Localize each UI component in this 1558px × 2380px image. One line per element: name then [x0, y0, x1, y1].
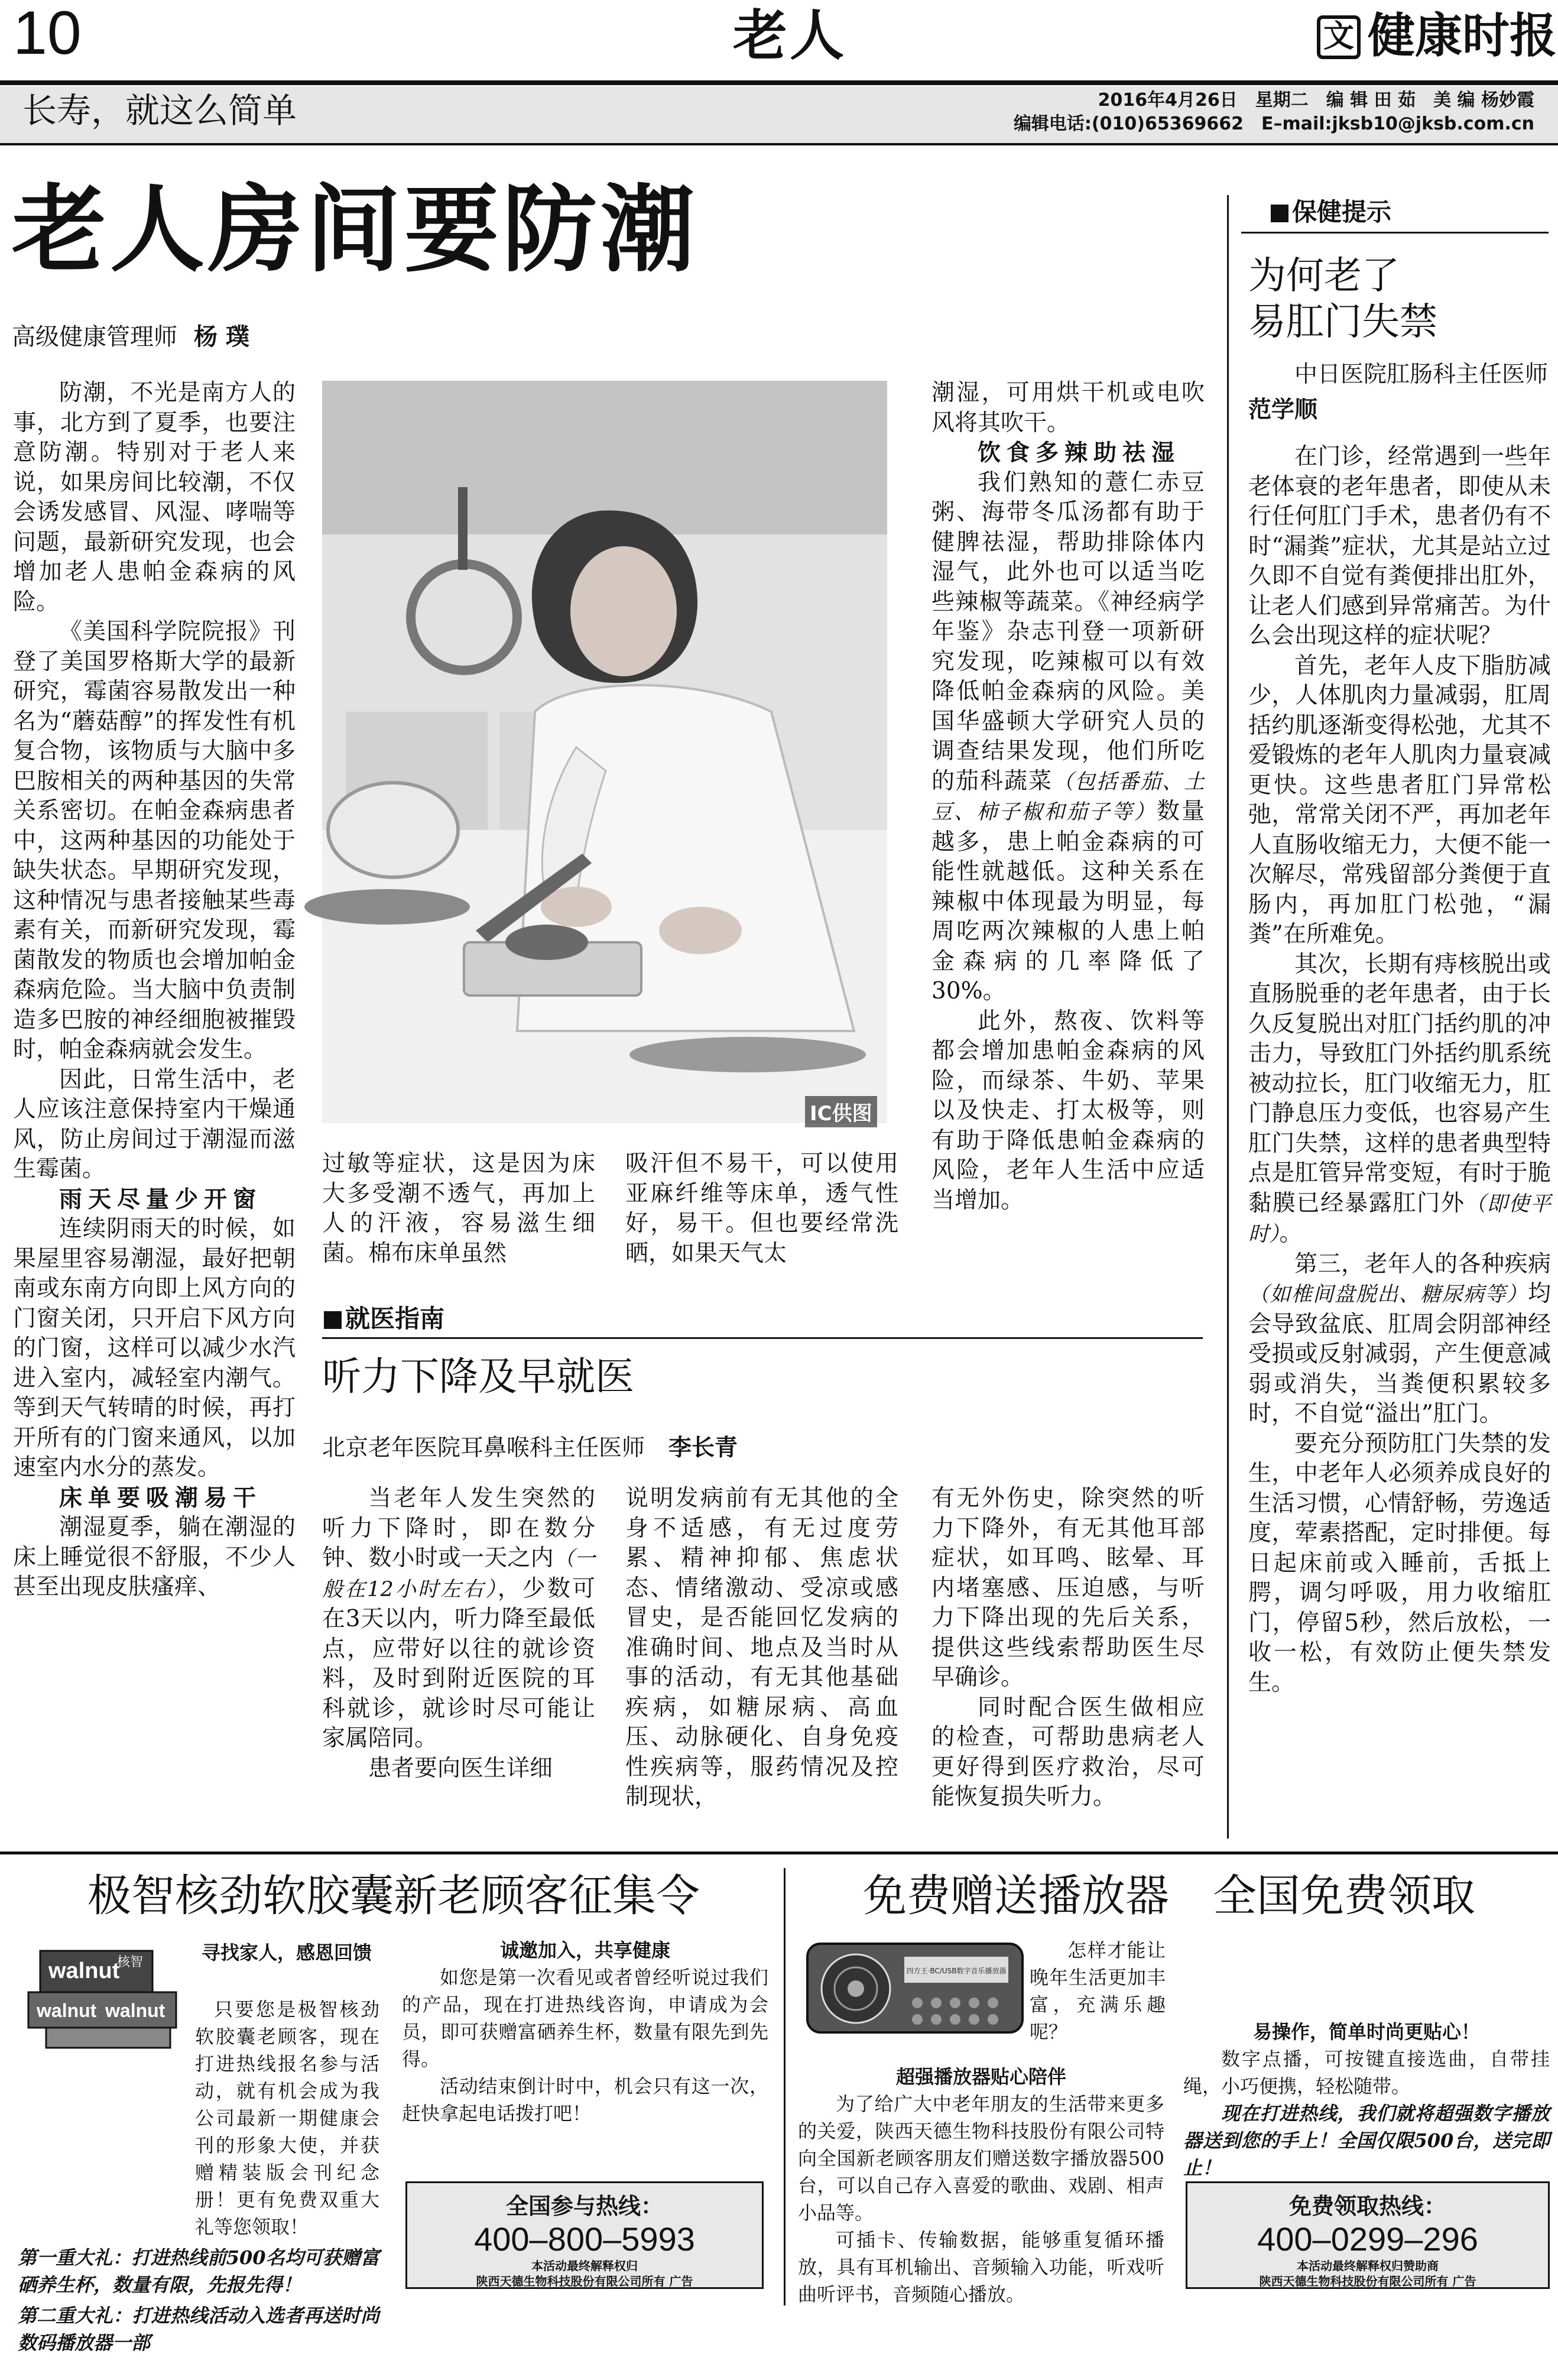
clinic-col-2 — [625, 1484, 898, 1838]
product-label: walnut — [37, 2000, 97, 2021]
ad1-fine-print: 陕西天德生物科技股份有限公司所有 广告 — [476, 2274, 693, 2288]
ad1-gift-2: 第二重大礼：打进热线活动入选者再送时尚数码播放器一部 — [18, 2304, 379, 2354]
article-text: 其次，长期有痔核脱出或直肠脱垂的老年患者，由于长久反复脱出对肛门括约肌的冲击力，导致肛门外括约肌系统被动拉长，肛门收缩无力，肛门静息压力变低，也容易产生肛门失禁，这样的患者典型特点是肛管异常变短，有时于脆黏膜已经暴露肛门外 — [1248, 951, 1551, 1217]
ad2-heading-2: 易操作，简单时尚更贴心！ — [1252, 2021, 1480, 2043]
health-tip-body — [1248, 442, 1551, 1849]
article-paragraph: 同时配合医生做相应的检查，可帮助患病老人更好得到医疗救治，尽可能恢复损失听力。 — [931, 1694, 1205, 1810]
health-tip-title-line-2: 易肛门失禁 — [1248, 300, 1437, 344]
article-paragraph: 在门诊，经常遇到一些年老体衰的老年患者，即使从未行任何肛门手术，患者仍有不时“漏粪”症状，尤其是站立过久即不自觉有粪便排出肛外，让老人们感到异常痛苦。为什么会出现这样的症状呢？ — [1248, 443, 1551, 649]
main-article-col-1 — [13, 378, 296, 1838]
byline-title: 高级健康管理师 — [12, 323, 177, 351]
ad1-heading-2: 诚邀加入，共享健康 — [499, 1939, 670, 1961]
article-note: （如椎间盘脱出、糖尿病等） — [1248, 1283, 1528, 1306]
ad1-fine-print: 本活动最终解释权归 — [531, 2259, 638, 2273]
clinic-label-text: 就医指南 — [345, 1304, 445, 1333]
article-paragraph — [931, 468, 1205, 1007]
ad-paragraph: 如您是第一次看见或者曾经听说过我们的产品，现在打进热线咨询，申请成为会员，即可获赠富硒养生杯，数量有限先到先得。 — [402, 1966, 768, 2070]
article-text: 我们熟知的薏仁赤豆粥、海带冬瓜汤都有助于健脾祛湿，帮助排除体内湿气，此外也可以适当吃些辣椒等蔬菜。《神经病学年鉴》杂志刊登一项新研究发现，吃辣椒可以有效降低帕金森病的风险。美国华盛顿大学研究人员的调查结果发现，他们所吃的茄科蔬菜 — [931, 469, 1205, 795]
clinic-rule — [322, 1337, 1203, 1339]
ad1-hotline-label: 全国参与热线： — [505, 2193, 663, 2219]
article-paragraph: 患者要向医生详细 — [368, 1755, 553, 1782]
health-tip-author — [1248, 357, 1550, 428]
author-name: 范学顺 — [1248, 397, 1318, 423]
ad-paragraph: 只要您是极智核劲软胶囊老顾客，现在打进热线报名参与活动，就有机会成为我公司最新一期健康会刊的形象大使，并获赠精装版会刊纪念册！更有免费双重大礼等您领取！ — [195, 1998, 379, 2238]
page-slogan: 长寿，就这么简单 — [22, 90, 297, 131]
ad1-gift-1: 第一重大礼：打进热线前500名均可获赠富硒养生杯，数量有限，先报先得！ — [18, 2246, 379, 2296]
woman-cooking-illustration — [322, 381, 887, 1123]
ad2-offer: 现在打进热线，我们就将超强数字播放器送到您的手上！全国仅限500台，送完即止！ — [1183, 2102, 1550, 2179]
photo-credit: IC供图 — [805, 1096, 877, 1127]
author-name: 李长青 — [668, 1435, 738, 1461]
clinic-col-1 — [322, 1484, 595, 1838]
ad2-title: 免费赠送播放器 全国免费领取 — [863, 1870, 1475, 1921]
ad1-hotline-box — [405, 2181, 764, 2289]
ad2-fine-print: 陕西天德生物科技股份有限公司所有 广告 — [1259, 2274, 1476, 2288]
main-headline: 老人房间要防潮 — [12, 174, 699, 285]
article-text: ，少数可在3天以内，听力降至最低点，应带好以往的就诊资料，及时到附近医院的耳科就诊，就诊时尽可能让家属陪同。 — [322, 1575, 595, 1752]
article-paragraph: 说明发病前有无其他的全身不适感，有无过度劳累、精神抑郁、焦虑状态、情绪激动、受凉或感冒史，是否能回忆发病的准确时间、地点及当时从事的活动，有无其他基础疾病，如糖尿病、高血压、动脉硬化、自身免疫性疾病等，服药情况及控制现状， — [625, 1485, 898, 1810]
article-paragraph: 连续阴雨天的时候，如果屋里容易潮湿，最好把朝南或东南方向即上风方向的门窗关闭，只开启下风方向的门窗，这样可以减少水汽进入室内，减轻室内潮气。等到天气转晴的时候，再打开所有的门窗来通风，以加速室内水分的蒸发。 — [13, 1215, 296, 1481]
radio-player-icon — [805, 1938, 1025, 2036]
article-paragraph: 首先，老年人皮下脂肪减少，人体肌肉力量减弱，肛周括约肌逐渐变得松弛，尤其不爱锻炼的老年人肌肉力量衰减更快。这些患者肛门异常松弛，常常关闭不严，再加老年人直肠收缩无力，大便不能一次解尽，常残留部分粪便于直肠内，再加肛门松弛，“漏粪”在所难免。 — [1248, 652, 1551, 948]
main-article-col-4 — [931, 378, 1205, 1301]
product-label-cn: 核智 — [117, 1955, 144, 1970]
article-paragraph: 要充分预防肛门失禁的发生，中老年人必须养成良好的生活习惯，心情舒畅，劳逸适度，荤素搭配，定时排便。每日起床前或入睡前，舌抵上腭，调匀呼吸，用力收缩肛门，停留5秒，然后放松，一收一松，有效防止便失禁发生。 — [1248, 1430, 1551, 1696]
author-title: 中日医院肛肠科主任医师 — [1294, 361, 1549, 388]
ad2-fine-print: 本活动最终解释权归赞助商 — [1297, 2259, 1439, 2273]
article-paragraph: 过敏等症状，这是因为床大多受潮不透气，再加上人的汗液，容易滋生细菌。棉布床单虽然 — [322, 1150, 595, 1267]
ad2-radio-image — [805, 1938, 1025, 2036]
ad2-intro — [1030, 1937, 1166, 2055]
ad-divider — [784, 1868, 786, 2306]
main-byline — [12, 318, 249, 352]
article-paragraph: 有无外伤史，除突然的听力下降外，有无其他耳部症状，如耳鸣、眩晕、耳内堵塞感、压迫感，与听力下降出现的先后关系，提供这些线索帮助医生尽早确诊。 — [931, 1485, 1205, 1691]
health-tip-label-text: 保健提示 — [1292, 197, 1392, 226]
article-note: （包括番茄、土豆、柿子椒和茄子等） — [931, 770, 1205, 824]
ad2-hotline-box — [1186, 2181, 1550, 2289]
ad1-hotline-number[interactable]: 400–800–5993 — [474, 2220, 695, 2258]
ad-paragraph: 可插卡、传输数据，能够重复循环播放，具有耳机输出、音频输入功能，听戏听曲听评书，音频随心播放。 — [798, 2229, 1164, 2306]
article-text: 。 — [1279, 1220, 1303, 1247]
page-number: 10 — [13, 0, 82, 67]
header-rule-bottom — [0, 143, 1558, 145]
product-label: walnut — [48, 1959, 120, 1983]
article-photo — [322, 381, 887, 1123]
article-paragraph: 吸汗但不易干，可以使用亚麻纤维等床单，透气性好，易干。但也要经常洗晒，如果天气太 — [625, 1150, 898, 1267]
main-article-col-3 — [625, 1149, 898, 1309]
newspaper-logo — [1317, 8, 1557, 67]
header-rule — [0, 80, 1558, 85]
article-paragraph: 因此，日常生活中，老人应该注意保持室内干燥通风，防止房间过于潮湿而滋生霉菌。 — [13, 1066, 296, 1182]
article-subheading: 雨天尽量少开窗 — [59, 1185, 262, 1213]
health-tip-label — [1271, 197, 1392, 226]
article-note: （即使平时） — [1248, 1192, 1551, 1246]
clinic-author — [322, 1429, 738, 1463]
article-paragraph: 此外，熬夜、饮料等都会增加患帕金森病的风险，而绿茶、牛奶、苹果以及快走、打太极等，则有助于降低患帕金森病的风险，老年人生活中应适当增加。 — [931, 1007, 1205, 1214]
ad-section-rule — [0, 1852, 1558, 1854]
section-square-icon — [1271, 205, 1288, 222]
article-paragraph: 防潮，不光是南方人的事，北方到了夏季，也要注意防潮。特别对于老人来说，如果房间比较潮，不仅会诱发感冒、风湿、哮喘等问题，最新研究发现，也会增加老人患帕金森病的风险。 — [13, 380, 296, 615]
column-divider — [1227, 195, 1229, 1838]
article-text: 第三，老年人的各种疾病 — [1294, 1250, 1551, 1277]
article-note: （一般在12小时左右） — [322, 1547, 595, 1601]
ad-paragraph: 活动结束倒计时中，机会只有这一次，赶快拿起电话拨打吧！ — [402, 2075, 768, 2125]
article-subheading: 饮食多辣助祛湿 — [978, 439, 1181, 466]
ad-paragraph: 为了给广大中老年朋友的生活带来更多的关爱，陕西天德生物科技股份有限公司特向全国新老顾客朋友们赠送数字播放器500台，可以自己存入喜爱的歌曲、戏剧、相声小品等。 — [798, 2093, 1164, 2224]
health-tip-title — [1248, 253, 1437, 345]
ad1-heading-text: 寻找家人，感恩回馈 — [201, 1941, 372, 1964]
product-label: walnut — [105, 2000, 165, 2021]
article-paragraph — [322, 1484, 595, 1754]
article-text: 数量越多，患上帕金森病的可能性就越低。这种关系在辣椒中体现最为明显，每周吃两次辣椒的人患上帕金森病的几率降低了30%。 — [931, 798, 1205, 1004]
main-article-col-2 — [322, 1149, 595, 1309]
logo-mark-icon: 文 — [1317, 15, 1361, 59]
byline-name: 杨 璞 — [194, 323, 249, 351]
issue-date-editors: 2016年4月26日 星期二 编 辑 田 茹 美 编 杨妙霞 — [1098, 90, 1534, 111]
clinic-title: 听力下降及早就医 — [322, 1354, 634, 1399]
article-paragraph: 《美国科学院院报》刊登了美国罗格斯大学的最新研究，霉菌容易散发出一种名为“蘑菇醇”的挥发性有机复合物，该物质与大脑中多巴胺相关的两种基因的失常关系密切。在帕金森病患者中，这两种基因的功能处于缺失状态。早期研究发现，这种情况与患者接触某些毒素有关，而新研究发现，霉菌散发的物质也会增加帕金森病危险。当大脑中负责制造多巴胺的神经细胞被摧毁时，帕金森病就会发生。 — [13, 618, 296, 1063]
logo-text: 健康时报 — [1368, 8, 1557, 63]
article-text: 当老年人发生突然的听力下降时，即在数分钟、数小时或一天之内 — [322, 1485, 595, 1571]
ad2-heading: 超强播放器贴心陪伴 — [895, 2066, 1066, 2088]
article-paragraph — [1248, 950, 1551, 1250]
issue-info — [1014, 89, 1534, 136]
ad1-title: 极智核劲软胶囊新老顾客征集令 — [87, 1870, 700, 1921]
article-paragraph: 潮湿夏季，躺在潮湿的床上睡觉很不舒服，不少人甚至出现皮肤瘙痒、 — [13, 1514, 296, 1600]
article-text: 均会导致盆底、肛周会阴部神经受损或反射减弱，产生便意减弱或消失，当粪便积累较多时，不自觉“溢出”肛门。 — [1248, 1280, 1551, 1427]
ad-paragraph: 数字点播，可按键直接选曲，自带挂绳，小巧便携，轻松随带。 — [1183, 2048, 1550, 2097]
article-paragraph — [1248, 1250, 1551, 1429]
editor-contact: 编辑电话:(010)65369662 E–mail:jksb10@jksb.com.cn — [1013, 114, 1534, 134]
health-tip-rule — [1241, 232, 1549, 234]
ad1-body-left — [18, 1996, 379, 2354]
clinic-label — [324, 1306, 444, 1331]
section-name: 老人 — [733, 4, 847, 67]
article-paragraph: 潮湿，可用烘干机或电吹风将其吹干。 — [931, 380, 1205, 436]
ad2-hotline-number[interactable]: 400–0299–296 — [1257, 2220, 1478, 2258]
health-tip-title-line-1: 为何老了 — [1248, 254, 1400, 298]
ad2-body-left — [798, 2063, 1164, 2306]
author-title: 北京老年医院耳鼻喉科主任医师 — [322, 1435, 645, 1461]
ad2-body-right — [1183, 1937, 1550, 2185]
clinic-col-3 — [931, 1484, 1205, 1838]
ad-paragraph: 怎样才能让晚年生活更加丰富，充满乐趣呢？ — [1030, 1939, 1166, 2043]
ad2-hotline-label: 免费领取热线： — [1288, 2193, 1446, 2219]
article-subheading: 床单要吸潮易干 — [59, 1484, 262, 1512]
section-square-icon — [324, 1311, 342, 1329]
ad1-body-right — [402, 1937, 768, 2185]
radio-display-text: 四方王·BC/USB数字音乐播放器 — [906, 1967, 1007, 1975]
